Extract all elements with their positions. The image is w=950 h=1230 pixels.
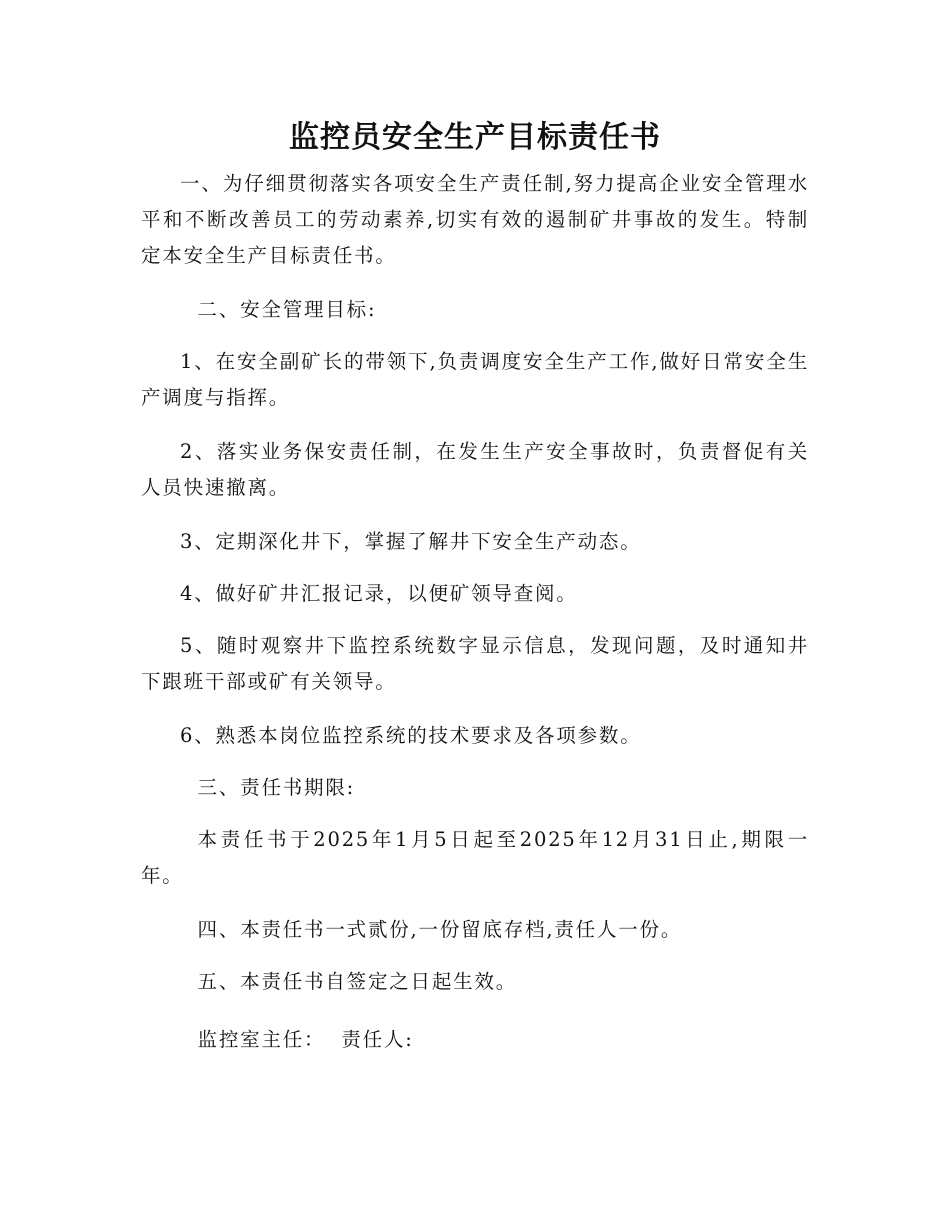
signature-line: 监控室主任： 责任人: [197, 1028, 414, 1051]
effective-clause: 五、本责任书自签定之日起生效。 [197, 970, 518, 993]
goal-item-5: 5、随时观察井下监控系统数字显示信息，发现问题，及时通知井下跟班干部或矿有关领导。 [141, 634, 809, 693]
goal-item-2: 2、落实业务保安责任制，在发生生产安全事故时，负责督促有关人员快速撤离。 [141, 440, 809, 499]
copies-clause: 四、本责任书一式贰份,一份留底存档,责任人一份。 [197, 918, 683, 941]
document-title: 监控员安全生产目标责任书 [289, 120, 661, 155]
section-heading-term: 三、责任书期限: [197, 776, 356, 799]
section-heading-goals: 二、安全管理目标: [197, 298, 377, 321]
goal-item-1: 1、在安全副矿长的带领下,负责调度安全生产工作,做好日常安全生产调度与指挥。 [141, 350, 809, 409]
goal-item-3: 3、定期深化井下，掌握了解井下安全生产动态。 [180, 530, 642, 553]
goal-item-6: 6、熟悉本岗位监控系统的技术要求及各项参数。 [180, 724, 642, 747]
paragraph-intro: 一、为仔细贯彻落实各项安全生产责任制,努力提高企业安全管理水平和不断改善员工的劳动素养,切实有效的遏制矿井事故的发生。特制定本安全生产目标责任书。 [141, 172, 809, 267]
term-period-text: 本责任书于2025年1月5日起至2025年12月31日止,期限一年。 [141, 828, 809, 887]
goal-item-4: 4、做好矿井汇报记录，以便矿领导查阅。 [180, 582, 578, 605]
